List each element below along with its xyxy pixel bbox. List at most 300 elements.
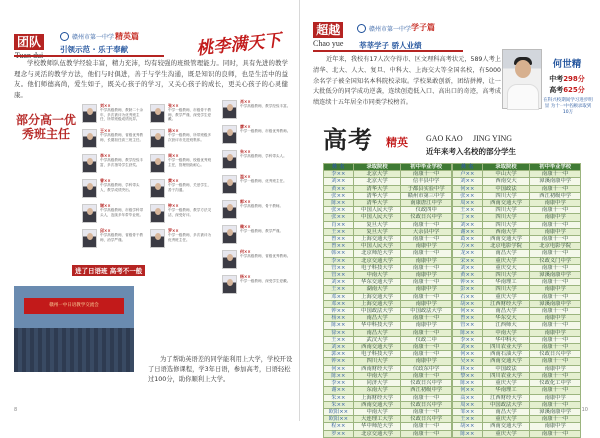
student-name-cell: 周×× (453, 200, 483, 207)
student-score-zhongkao: 中考298分 (549, 75, 585, 83)
student-name-cell: 何×× (453, 308, 483, 315)
teacher-photo (82, 229, 97, 248)
admissions-tables (323, 163, 581, 438)
middle-school-cell: 南康中学 (530, 365, 581, 372)
student-name-cell: 杨×× (324, 315, 354, 322)
university-cell: 中国政法大学 (353, 308, 401, 315)
table-row (453, 293, 581, 300)
teacher-card (82, 229, 146, 248)
table-row (324, 243, 452, 250)
table-row (324, 430, 452, 437)
teacher-desc: 中学高级教师，省级骨干教师，治学严谨。 (100, 233, 144, 242)
school-logo (357, 24, 411, 33)
middle-school-cell: 南康中学 (401, 257, 452, 264)
table-row (453, 408, 581, 415)
student-name-cell: 胡×× (453, 423, 483, 430)
teacher-name: 黄×× (168, 178, 179, 183)
table-row (324, 178, 452, 185)
student-name-cell: 王×× (324, 228, 354, 235)
student-name-cell: 何×× (324, 365, 354, 372)
school-logo (60, 32, 114, 41)
table-row (324, 257, 452, 264)
middle-school-cell: 南康十一中 (530, 264, 581, 271)
table-row (324, 387, 452, 394)
page-number-right: 10 (581, 407, 588, 413)
student-name-cell: 林×× (453, 365, 483, 372)
teacher-photo (222, 225, 237, 244)
table-row (324, 192, 452, 199)
student-name-cell: 刘×× (324, 178, 354, 185)
teacher-photo (150, 129, 165, 148)
university-cell: 南昌大学 (353, 329, 401, 336)
middle-school-cell: 南康十一中 (530, 372, 581, 379)
student-name-cell: 周×× (453, 401, 483, 408)
gaokao-subtitle: 精英 (386, 136, 408, 149)
student-name-cell: 张×× (324, 207, 354, 214)
middle-school-cell: 仪政日兴中学 (401, 416, 452, 423)
middle-school-cell: 南康十一中 (401, 221, 452, 228)
table-row (453, 423, 581, 430)
table-row (453, 279, 581, 286)
middle-school-cell: 漳溪南康中学 (530, 178, 581, 185)
table-row (453, 286, 581, 293)
table-row (324, 351, 452, 358)
middle-school-cell: 南康十一中 (530, 207, 581, 214)
table-row (453, 322, 581, 329)
student-name-cell: 陈×× (453, 380, 483, 387)
table-row (453, 380, 581, 387)
university-cell: 四川农业大学 (482, 344, 530, 351)
teacher-card (150, 204, 214, 223)
student-name-cell: 刘×× (453, 264, 483, 271)
university-cell: 华东交大 (482, 315, 530, 322)
header-slogan: 莘莘学子 骄人业绩 (359, 41, 422, 50)
table-row (324, 401, 452, 408)
student-name-cell: 张×× (324, 192, 354, 199)
student-name-cell: 王×× (453, 207, 483, 214)
student-name-cell: 李×× (453, 336, 483, 343)
table-row (324, 250, 452, 257)
student-name-cell: 邹×× (453, 408, 483, 415)
university-cell: 复旦大学 (353, 221, 401, 228)
university-cell: 四川大学 (482, 221, 530, 228)
student-name-cell: 谢×× (453, 228, 483, 235)
university-cell: 大连理工大学 (353, 416, 401, 423)
student-name-cell: 李×× (324, 171, 354, 178)
event-description: 为了帮助英语差的同学能利用上大学，学校开设了日语选修课程，学3年日语，参加高考，日语轻松过100分，助你顺利上大学。 (148, 356, 293, 383)
student-name-cell: 卢×× (453, 171, 483, 178)
student-name-cell: 郭×× (324, 351, 354, 358)
student-name-cell: 吴×× (453, 358, 483, 365)
middle-school-cell: 南康十一中 (530, 221, 581, 228)
university-cell: 湖南大学 (353, 286, 401, 293)
teacher-name: 赖×× (240, 224, 251, 229)
middle-school-cell: 西江初级中学 (401, 387, 452, 394)
teacher-photo (150, 154, 165, 173)
teacher-desc: 中学一级教师，市级骨干教师，教学严谨，深受学生爱戴。 (168, 108, 212, 122)
university-cell: 中国政法大学 (482, 401, 530, 408)
middle-school-cell: 南康十一中 (401, 279, 452, 286)
university-cell: 复旦大学 (353, 228, 401, 235)
student-name-cell: 刘×× (324, 344, 354, 351)
header-slogan: 引领示范 · 乐于奉献 (60, 45, 129, 54)
column-header: 初中毕业学校 (401, 164, 452, 171)
table-row (453, 401, 581, 408)
university-cell: 华东交通大学 (353, 279, 401, 286)
section-tag-label: 超越 (313, 22, 343, 38)
teacher-name: 周×× (168, 153, 179, 158)
middle-school-cell: 仪政化工中学 (530, 380, 581, 387)
university-cell: 江西财经大学 (482, 300, 530, 307)
teacher-name: 王×× (100, 128, 111, 133)
student-name-cell: 程×× (324, 423, 354, 430)
student-name-cell: 韩×× (324, 250, 354, 257)
university-cell: 南昌大学 (353, 315, 401, 322)
teacher-name: 谢×× (100, 203, 111, 208)
middle-school-cell: 赣州市第三中学 (401, 192, 452, 199)
university-cell: 西南交通大学 (482, 358, 530, 365)
middle-school-cell: 仪政日兴中学 (401, 214, 452, 221)
table-row (453, 200, 581, 207)
university-cell: 四川大学 (482, 272, 530, 279)
table-row (324, 408, 452, 415)
student-name-cell: 曾×× (453, 315, 483, 322)
middle-school-cell: 南康中学 (401, 358, 452, 365)
teacher-photo (222, 125, 237, 144)
teacher-photo (222, 150, 237, 169)
table-row (324, 286, 452, 293)
university-cell: 清华大学 (353, 192, 401, 199)
teacher-card (222, 125, 296, 144)
student-name-cell: 黄×× (453, 272, 483, 279)
university-cell: 中国人民大学 (353, 207, 401, 214)
middle-school-cell: 仪政四中 (401, 207, 452, 214)
teacher-card (222, 100, 296, 119)
student-name-cell: 刘×× (324, 279, 354, 286)
university-cell: 中南大学 (353, 372, 401, 379)
student-name-cell: 曾×× (324, 243, 354, 250)
university-cell: 四川大学 (353, 358, 401, 365)
table-row (324, 380, 452, 387)
teacher-name: 李×× (100, 153, 111, 158)
middle-school-cell: 南康中学 (401, 243, 452, 250)
teacher-photo (150, 104, 165, 123)
teacher-desc: 中学一级教师，教学严谨。 (240, 229, 284, 234)
table-row (324, 416, 452, 423)
middle-school-cell: 南康唐江中学 (401, 200, 452, 207)
student-name-cell: 高×× (453, 394, 483, 401)
student-name-cell: 葛×× (453, 236, 483, 243)
column-header: 录取院校 (353, 164, 401, 171)
table-row (453, 300, 581, 307)
student-name-cell: 王×× (324, 336, 354, 343)
university-cell: 南昌大学 (482, 250, 530, 257)
university-cell: 四川农业大学 (482, 372, 530, 379)
teacher-card (82, 154, 146, 173)
student-name-cell: 彭×× (453, 286, 483, 293)
teacher-card (222, 175, 296, 194)
header-divider (313, 50, 463, 52)
table-row (453, 358, 581, 365)
university-cell: 北京交通大学 (353, 430, 401, 437)
middle-school-cell: 南康中学 (530, 329, 581, 336)
teacher-photo (150, 179, 165, 198)
student-name-cell: 刘×× (453, 178, 483, 185)
event-stage-banner: 赣州一中日语教学交流会 (24, 298, 124, 314)
table-row (453, 387, 581, 394)
table-row (324, 264, 452, 271)
student-name-cell: 钟×× (324, 358, 354, 365)
gaokao-english: GAO KAO (426, 134, 463, 143)
teacher-card (150, 129, 214, 148)
student-name-cell: 陈×× (453, 430, 483, 437)
teacher-card (222, 275, 296, 294)
table-row (324, 315, 452, 322)
middle-school-cell: 南康十一中 (401, 315, 452, 322)
student-name-cell: 张×× (324, 214, 354, 221)
table-row (324, 171, 452, 178)
middle-school-cell: 漳溪南康中学 (530, 300, 581, 307)
teacher-name: 温×× (240, 174, 251, 179)
university-cell: 西南交通大学 (353, 401, 401, 408)
student-name-cell: 龙×× (453, 250, 483, 257)
university-cell: 华中师范大学 (353, 423, 401, 430)
gaokao-title: 高考 (323, 125, 373, 154)
teacher-card (82, 179, 146, 198)
teacher-name: 罗×× (168, 228, 179, 233)
university-cell: 中山大学 (482, 171, 530, 178)
student-name-cell: 陈×× (324, 372, 354, 379)
table-row (324, 329, 452, 336)
student-name-cell: 王×× (324, 286, 354, 293)
table-row (324, 394, 452, 401)
middle-school-cell: 南康中学 (401, 322, 452, 329)
table-row (453, 272, 581, 279)
middle-school-cell: 仪政日兴中学 (401, 401, 452, 408)
table-row (453, 178, 581, 185)
university-cell: 重庆大学 (482, 430, 530, 437)
student-name-cell: 邓×× (324, 300, 354, 307)
table-row (453, 228, 581, 235)
teacher-name: 肖×× (240, 99, 251, 104)
middle-school-cell: 南康十一中 (530, 322, 581, 329)
table-row (453, 185, 581, 192)
teacher-card (82, 129, 146, 148)
student-name-cell: 张×× (453, 192, 483, 199)
table-row (324, 221, 452, 228)
student-name-cell: 黎×× (453, 372, 483, 379)
table-row (324, 344, 452, 351)
school-emblem-icon (357, 24, 366, 33)
middle-school-cell: 仪政二中 (401, 336, 452, 343)
teacher-desc: 中学一级教师，关爱学生，善于沟通。 (168, 183, 212, 192)
middle-school-cell: 南康十一中 (401, 344, 452, 351)
middle-school-cell: 南康十一中 (401, 372, 452, 379)
university-cell: 南昌大学 (482, 408, 530, 415)
university-cell: 中国政法 (482, 365, 530, 372)
student-name-cell: 管×× (453, 322, 483, 329)
student-name-cell: 何×× (453, 185, 483, 192)
header-title: 学子篇 (411, 23, 435, 32)
middle-school-cell: 中国政法大学 (401, 308, 452, 315)
student-name-cell: 罗×× (324, 430, 354, 437)
teacher-photo (222, 100, 237, 119)
university-cell: 四川大学 (482, 286, 530, 293)
middle-school-cell: 南康十一中 (530, 336, 581, 343)
middle-school-cell: 南康中学 (401, 286, 452, 293)
middle-school-cell: 南康中学 (530, 394, 581, 401)
teacher-name: 杨×× (240, 274, 251, 279)
table-row (453, 329, 581, 336)
middle-school-cell: 南康十一中 (401, 408, 452, 415)
table-header-row (324, 164, 452, 171)
students-intro-text: 近年来，我校有17人次夺得市、区文理科高考状元，589人考上清华、北大、人大、复旦、中科大、上海交大等全国名校，有5000余名学子被全国知名本科院校录取。学校果敢创新，团结拼搏，让一大批低分的同学成功逆袭，连续创造低入口、高出口的奇迹，高考成绩连续十五年居全市同类学校榜首。 (313, 56, 501, 107)
middle-school-cell: 南康十一中 (401, 236, 452, 243)
column-header: 姓 名 (453, 164, 483, 171)
middle-school-cell: 南康中学 (401, 300, 452, 307)
middle-school-cell: 南康十一中 (401, 329, 452, 336)
middle-school-cell: 南康十一中 (530, 344, 581, 351)
middle-school-cell: 北京电影学院 (530, 243, 581, 250)
student-name-cell: 刘×× (453, 221, 483, 228)
university-cell: 重庆大学 (482, 257, 530, 264)
university-cell: 中南大学 (353, 272, 401, 279)
student-name-cell: 管×× (324, 264, 354, 271)
teacher-name: 郭×× (240, 199, 251, 204)
student-name-cell: 刘×× (453, 344, 483, 351)
student-name-cell: 钟×× (324, 308, 354, 315)
student-name-cell: 李×× (324, 257, 354, 264)
table-header-row (453, 164, 581, 171)
teacher-card (82, 204, 146, 223)
table-row (453, 430, 581, 437)
table-row (453, 344, 581, 351)
university-cell: 重庆大学 (482, 416, 530, 423)
teacher-desc: 中学一级教师，所带班级多次获评市先进班集体。 (168, 133, 212, 142)
student-photo (502, 49, 542, 109)
student-name-cell: 钟×× (453, 279, 483, 286)
middle-school-cell: 信丰县中学 (401, 178, 452, 185)
teacher-panel-title: 部分高一优秀班主任 (15, 113, 76, 141)
teacher-card (222, 150, 296, 169)
table-row (324, 185, 452, 192)
teacher-photo (82, 104, 97, 123)
teacher-name: 朱×× (240, 149, 251, 154)
teacher-name: 刘×× (100, 103, 111, 108)
teacher-desc: 中学高级教师，学科带头人。 (240, 154, 287, 159)
university-cell: 上海交通大学 (353, 293, 401, 300)
middle-school-cell: 南康十一中 (401, 250, 452, 257)
teacher-desc: 中学高级教师，市级学科带头人，连续多年带毕业班。 (100, 208, 144, 217)
university-cell: 中国人民大学 (353, 243, 401, 250)
university-cell: 西南大学 (482, 228, 530, 235)
table-row (453, 214, 581, 221)
event-audience (14, 328, 134, 372)
teacher-photo (150, 229, 165, 248)
teacher-card (222, 225, 296, 244)
student-name-cell: 朱×× (324, 394, 354, 401)
table-row (324, 365, 452, 372)
student-name-cell: 石×× (453, 293, 483, 300)
middle-school-cell: 仪政日兴中学 (530, 351, 581, 358)
middle-school-cell: 南康十一中 (401, 264, 452, 271)
university-cell: 华南理工 (482, 279, 530, 286)
teacher-name: 张×× (168, 103, 179, 108)
student-name-cell: 欧阳×× (324, 408, 354, 415)
table-row (453, 351, 581, 358)
student-name-cell: 曾×× (324, 236, 354, 243)
section-tag-pinyin: Chao yue (313, 39, 344, 48)
student-name-cell: 王×× (453, 416, 483, 423)
middle-school-cell: 南康十一中 (530, 236, 581, 243)
student-name-cell: 丁×× (453, 214, 483, 221)
university-cell: 西南石油大学 (482, 351, 530, 358)
middle-school-cell: 南康中学 (530, 200, 581, 207)
university-cell: 江西师大 (482, 322, 530, 329)
university-cell: 上海交通大学 (353, 300, 401, 307)
teacher-desc: 中学一级教师，优秀班主任。 (240, 179, 287, 184)
table-row (324, 300, 452, 307)
university-cell: 清华大学 (353, 200, 401, 207)
page-number-left: 8 (14, 407, 18, 413)
student-name-cell: 陈×× (324, 200, 354, 207)
university-cell: 同济大学 (353, 380, 401, 387)
table-row (453, 171, 581, 178)
admissions-table-left (323, 163, 452, 438)
university-cell: 北京电影学院 (482, 243, 530, 250)
university-cell: 电子科技大学 (353, 351, 401, 358)
teacher-desc: 中学一级教师，多次被评为优秀班主任。 (168, 233, 212, 242)
student-name-cell: 陈×× (324, 322, 354, 329)
middle-school-cell: 南康中学 (530, 315, 581, 322)
teacher-card (150, 179, 214, 198)
table-row (453, 221, 581, 228)
middle-school-cell: 南康十一中 (530, 387, 581, 394)
header-divider (14, 55, 164, 57)
table-row (453, 250, 581, 257)
university-cell: 中南大学 (353, 408, 401, 415)
teacher-photo (82, 179, 97, 198)
middle-school-cell: 大余县中学 (401, 228, 452, 235)
university-cell: 北京师范大学 (353, 250, 401, 257)
middle-school-cell: 南康十一中 (401, 423, 452, 430)
university-cell: 东南大学 (353, 387, 401, 394)
table-row (324, 214, 452, 221)
university-cell: 西南交通大学 (482, 236, 530, 243)
student-score-gaokao: 高考625分 (549, 86, 585, 94)
middle-school-cell: 南康十一中 (530, 416, 581, 423)
event-photo (14, 286, 134, 372)
teacher-card (82, 104, 146, 123)
middle-school-cell: 南康中学 (530, 214, 581, 221)
university-cell: 西南交通大学 (482, 423, 530, 430)
gaokao-caption: 近年来考入名校的部分学生 (426, 147, 516, 156)
table-row (453, 264, 581, 271)
university-cell: 南昌大学 (482, 308, 530, 315)
student-name-cell: 方×× (453, 243, 483, 250)
teacher-desc: 中学高级教师，教龄二十余年，多次被评为优秀班主任，所带班级成绩优异。 (100, 108, 144, 122)
university-cell: 中国人民大学 (353, 214, 401, 221)
middle-school-cell: 仪政东中学 (401, 365, 452, 372)
middle-school-cell: 仪政义门中学 (530, 257, 581, 264)
right-page (301, 0, 600, 437)
university-cell: 清华大学 (353, 185, 401, 192)
teacher-desc: 中学高级教师，省级优秀教师。 (240, 254, 291, 259)
teacher-name: 何×× (240, 249, 251, 254)
student-name-cell: 朱×× (324, 401, 354, 408)
middle-school-cell: 仪政日兴中学 (401, 380, 452, 387)
table-row (324, 236, 452, 243)
